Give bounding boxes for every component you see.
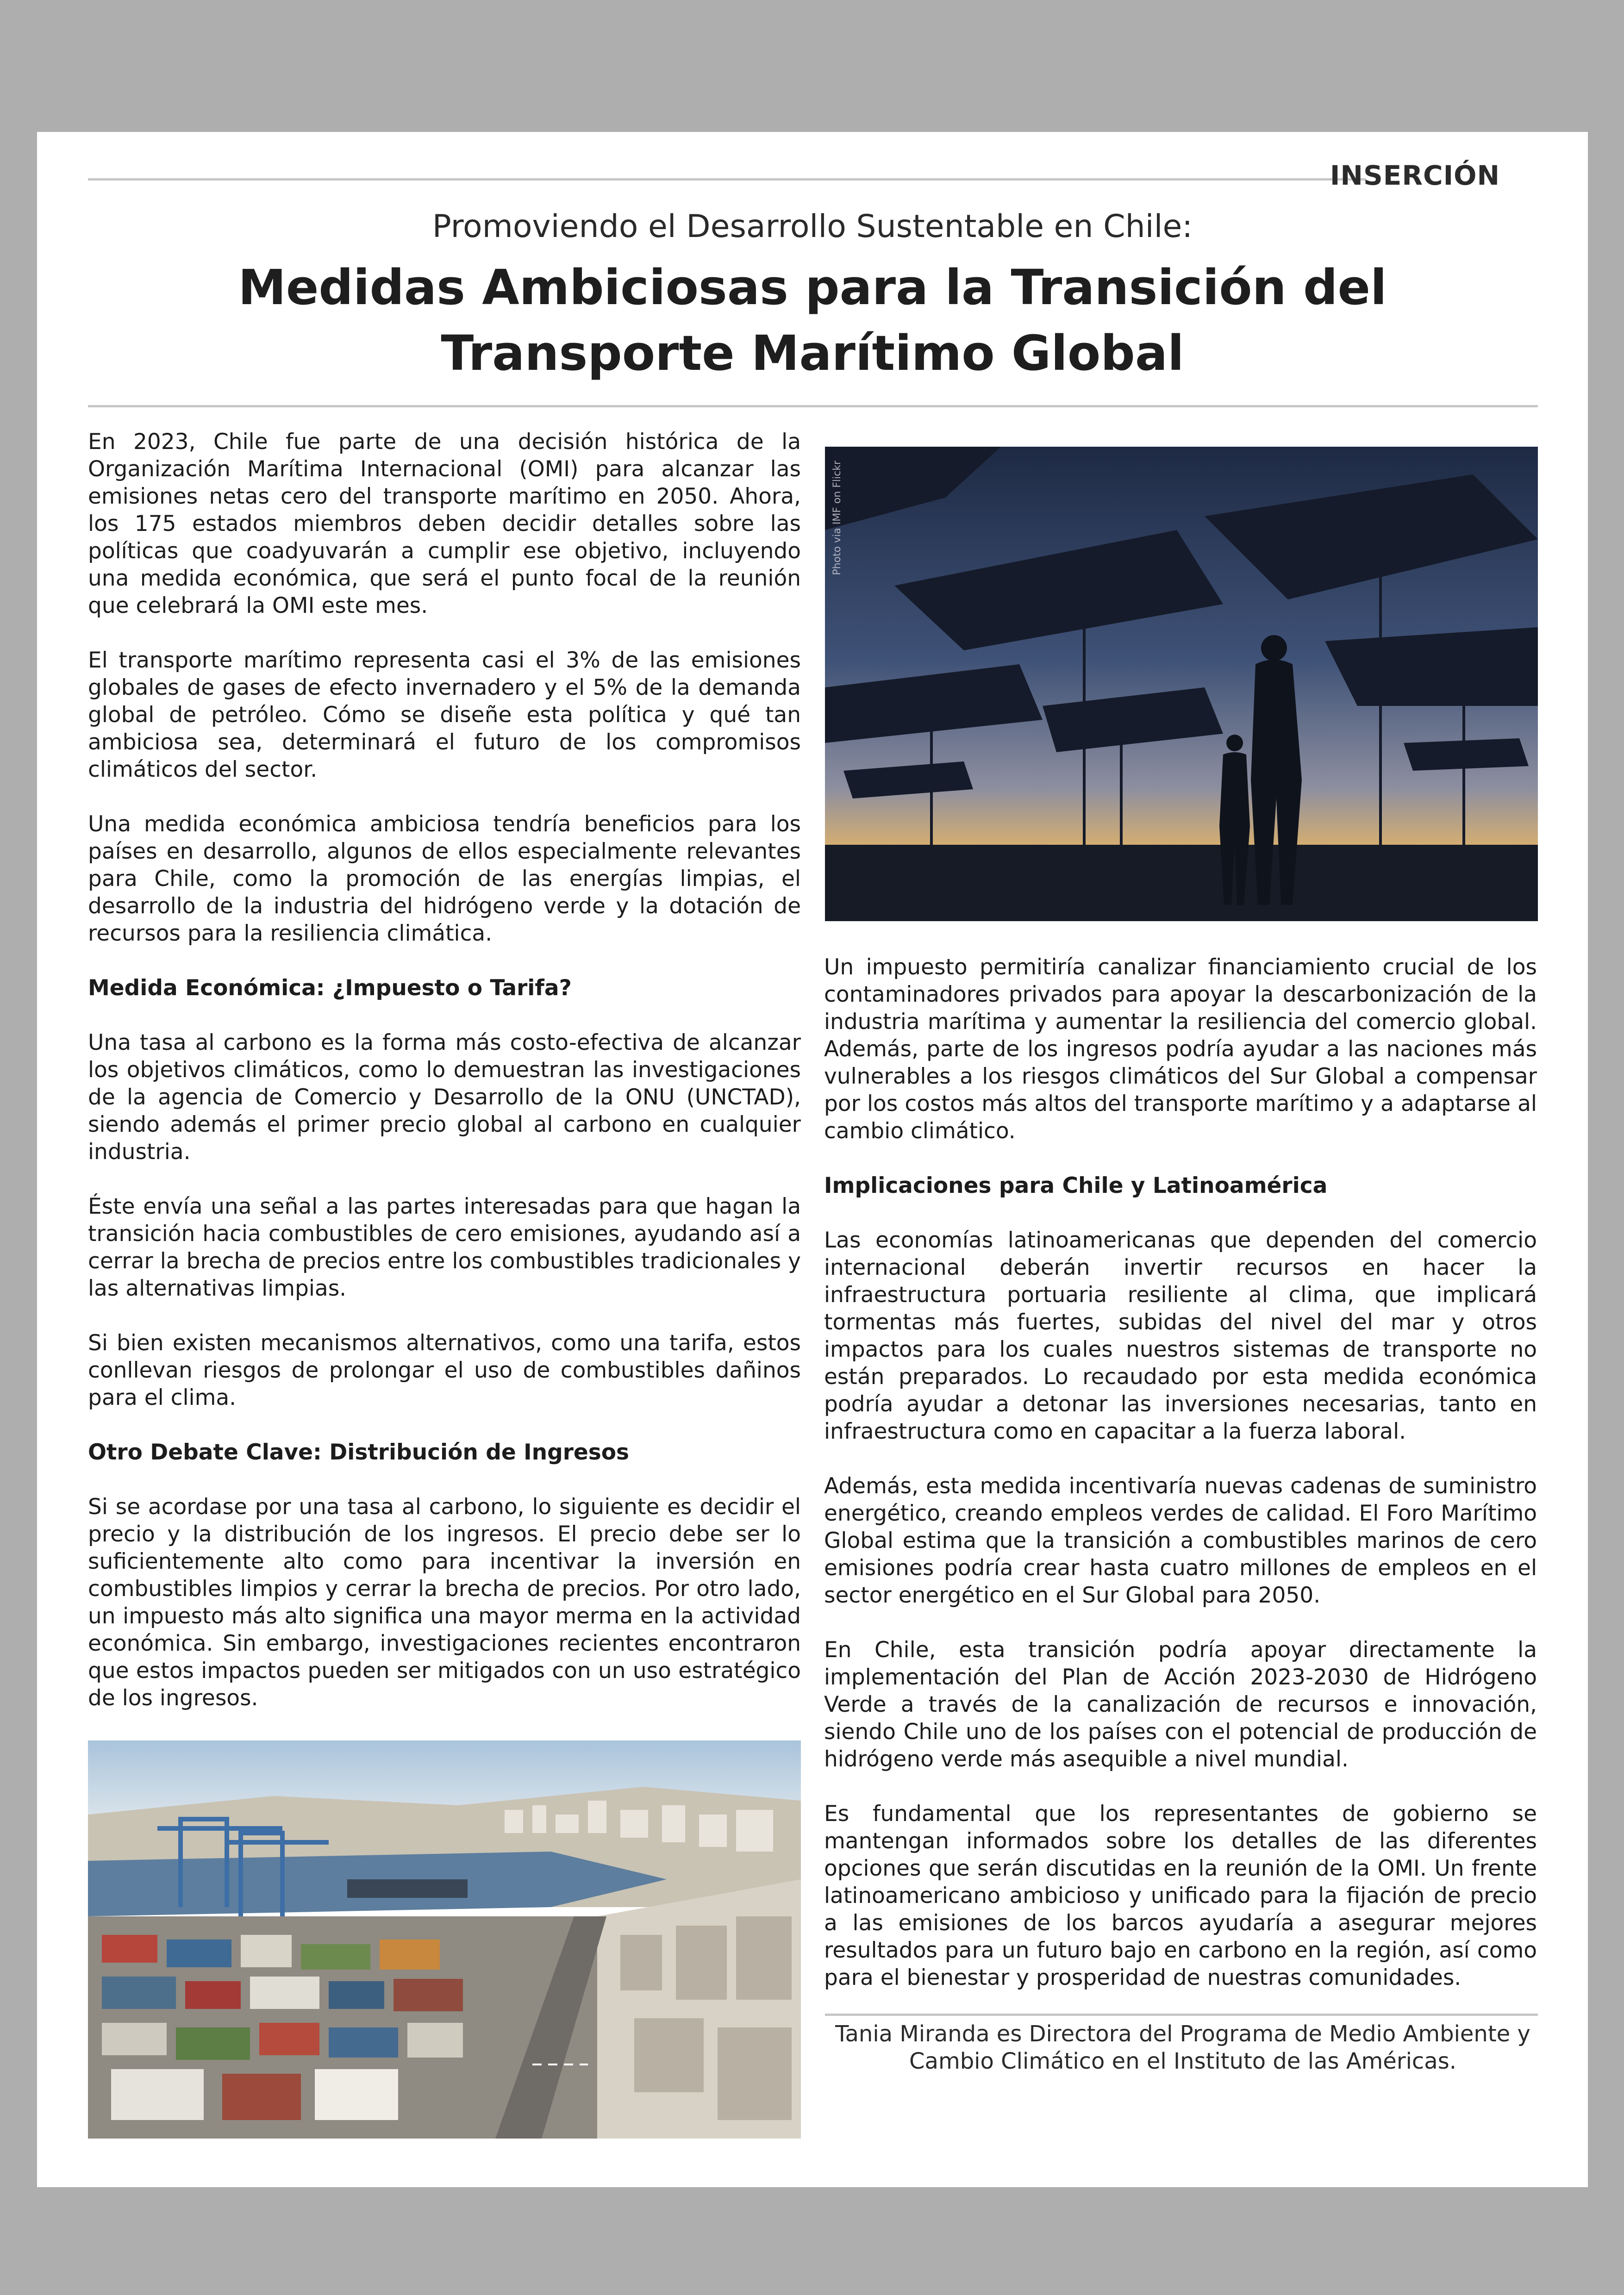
paragraph: Además, esta medida incentivaría nuevas cadenas de suministro energético, creando empleos verdes de calidad. El Foro Marítimo Global estima que la transición a combustibles marinos de cero emisiones podría crear hasta cuatro millones de empleos en el sector energético en el Sur Global para 2050. [824, 1473, 1537, 1608]
paragraph: Una tasa al carbono es la forma más costo-efectiva de alcanzar los objetivos climáticos, como lo demuestran las investigaciones de la agencia de Comercio y Desarrollo de la ONU (UNCTAD), siendo además el primer precio global al carbono en cualquier industria. [88, 1030, 801, 1165]
paragraph: En 2023, Chile fue parte de una decisión histórica de la Organización Marítima Internacional (OMI) para alcanzar las emisiones netas cero del transporte marítimo en 2050. Ahora, los 175 estados miembros deben decidir detalles sobre las políticas que coadyuvarán a cumplir ese objetivo, incluyendo una medida económica, que será el punto focal de la reunión que celebrará la OMI este mes. [88, 429, 801, 618]
left-column [88, 428, 801, 1739]
paragraph: Si bien existen mecanismos alternativos, como una tarifa, estos conllevan riesgos de prolongar el uso de combustibles dañinos para el clima. [88, 1330, 801, 1410]
section-label: INSERCIÓN [1330, 160, 1500, 191]
paragraph: Éste envía una señal a las partes interesadas para que hagan la transición hacia combustibles de cero emisiones, ayudando así a cerrar la brecha de precios entre los combustibles tradicionales y las alternativas limpias. [88, 1194, 801, 1301]
subheading: Medida Económica: ¿Impuesto o Tarifa? [88, 975, 572, 1001]
headline-line-1: Medidas Ambiciosas para la Transición del [238, 259, 1387, 316]
article-kicker: Promoviendo el Desarrollo Sustentable en Chile: [432, 208, 1193, 245]
paragraph: Si se acordase por una tasa al carbono, lo siguiente es decidir el precio y la distribución de los ingresos. El precio debe ser lo suficientemente alto como para incentivar la inversión en combustibles limpios y cerrar la brecha de precios. Por otro lado, un impuesto más alto significa una mayor merma en la actividad económica. Sin embargo, investigaciones recientes encontraron que estos impactos pueden ser mitigados con un uso estratégico de los ingresos. [88, 1494, 801, 1711]
header-rule [88, 178, 1366, 181]
port-illustration [88, 1740, 801, 2139]
port-photo [88, 1740, 801, 2139]
subheading: Implicaciones para Chile y Latinoamérica [824, 1173, 1328, 1198]
paragraph: El transporte marítimo representa casi el 3% de las emisiones globales de gases de efecto invernadero y el 5% de la demanda global de petróleo. Cómo se diseñe esta política y qué tan ambiciosa sea, determinará el futuro de los compromisos climáticos del sector. [88, 648, 801, 782]
paragraph: Es fundamental que los representantes de gobierno se mantengan informados sobre los detalles de las diferentes opciones que serán discutidas en la reunión de la OMI. Un frente latinoamericano ambicioso y unificado para la fijación de precio a las emisiones de los barcos ayudaría a asegurar mejores resultados para un futuro bajo en carbono en la región, así como para el bienestar y prosperidad de nuestras comunidades. [824, 1801, 1537, 1990]
title-rule [88, 405, 1538, 407]
article-page [37, 132, 1588, 2187]
author-bio: Tania Miranda es Directora del Programa de Medio Ambiente y Cambio Climático en el Instituto de las Américas. [835, 2021, 1530, 2074]
paragraph: Una medida económica ambiciosa tendría beneficios para los países en desarrollo, algunos de ellos especialmente relevantes para Chile, como la promoción de las energías limpias, el desarrollo de la industria del hidrógeno verde y la dotación de recursos para la resiliencia climática. [88, 811, 801, 946]
paragraph: En Chile, esta transición podría apoyar directamente la implementación del Plan de Acción 2023-2030 de Hidrógeno Verde a través de la canalización de recursos e innovación, siendo Chile uno de los países con el potencial de producción de hidrógeno verde más asequible a nivel mundial. [824, 1637, 1537, 1772]
right-column [824, 954, 1537, 2019]
paragraph: Las economías latinoamericanas que dependen del comercio internacional deberán invertir recursos en hacer la infraestructura portuaria resiliente al clima, que implicará tormentas más fuertes, subidas del nivel del mar y otros impactos para los cuales nuestros sistemas de transporte no están preparados. Lo recaudado por esta medida económica podría ayudar a detonar las inversiones necesarias, tanto en infraestructura como en capacitar a la fuerza laboral. [824, 1228, 1537, 1444]
subheading: Otro Debate Clave: Distribución de Ingresos [88, 1440, 630, 1465]
solar-field-illustration [825, 447, 1538, 921]
article-headline [37, 255, 1588, 386]
headline-line-2: Transporte Marítimo Global [441, 325, 1184, 381]
bio-rule [825, 2014, 1538, 2016]
paragraph: Un impuesto permitiría canalizar financiamiento crucial de los contaminadores privados para apoyar la descarbonización de la industria marítima y aumentar la resiliencia del comercio global. Además, parte de los ingresos podría ayudar a las naciones más vulnerables a los riesgos climáticos del Sur Global a compensar por los costos más altos del transporte marítimo y a adaptarse al cambio climático. [824, 954, 1537, 1144]
photo-credit: Photo via IMF on Flickr [831, 461, 843, 575]
solar-field-photo [825, 447, 1538, 921]
